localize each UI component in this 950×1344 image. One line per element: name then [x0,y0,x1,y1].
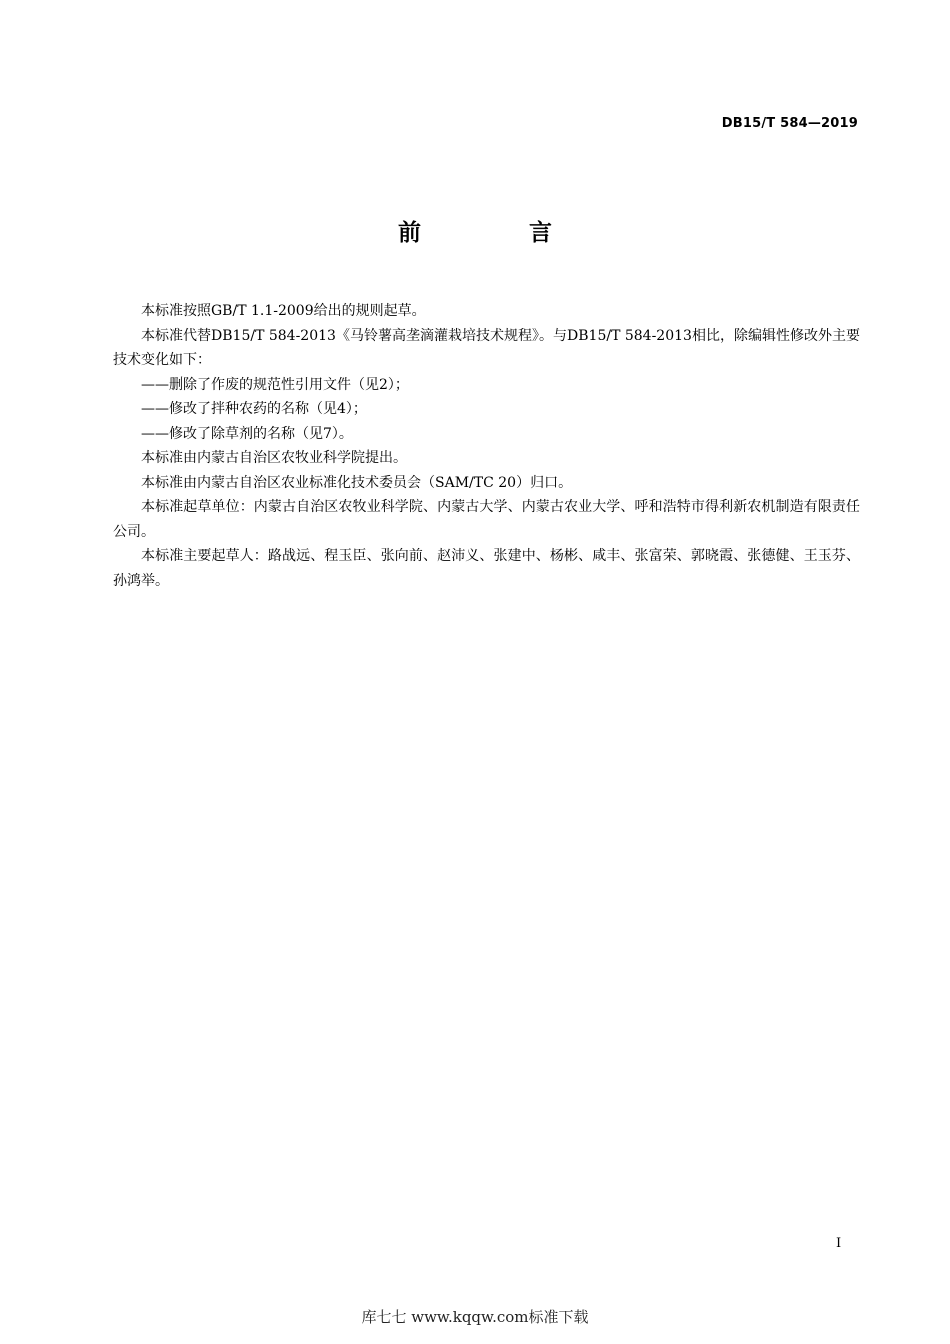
standard-code: DB15/T 584—2019 [721,116,858,131]
paragraph-drafting-rules: 本标准按照GB/T 1.1-2009给出的规则起草。 [141,303,426,319]
paragraph-replacement: 本标准代替DB15/T 584-2013《马铃薯高垄滴灌栽培技术规程》。与DB15/T 584-2013相比，除编辑性修改外主要技术变化如下： [113,327,860,368]
change-item: ——删除了作废的规范性引用文件（见2）； [141,376,409,393]
paragraph-proposer: 本标准由内蒙古自治区农牧业科学院提出。 [141,450,407,466]
footer-watermark: 库七七 www.kqqw.com标准下载 [361,1308,589,1326]
paragraph-committee: 本标准由内蒙古自治区农业标准化技术委员会（SAM/TC 20）归口。 [141,474,573,491]
change-item: ——修改了除草剂的名称（见7）。 [141,425,353,442]
paragraph-drafting-units: 本标准起草单位：内蒙古自治区农牧业科学院、内蒙古大学、内蒙古农业大学、呼和浩特市得利新农机制造有限责任公司。 [113,499,860,540]
page-number: I [836,1236,842,1251]
page-title: 前 言 [397,220,602,246]
change-item: ——修改了拌种农药的名称（见4）； [141,401,367,417]
foreword-body [113,299,860,593]
paragraph-drafters: 本标准主要起草人：路战远、程玉臣、张向前、赵沛义、张建中、杨彬、咸丰、张富荣、郭晓霞、张德健、王玉芬、孙鸿举。 [113,548,860,589]
